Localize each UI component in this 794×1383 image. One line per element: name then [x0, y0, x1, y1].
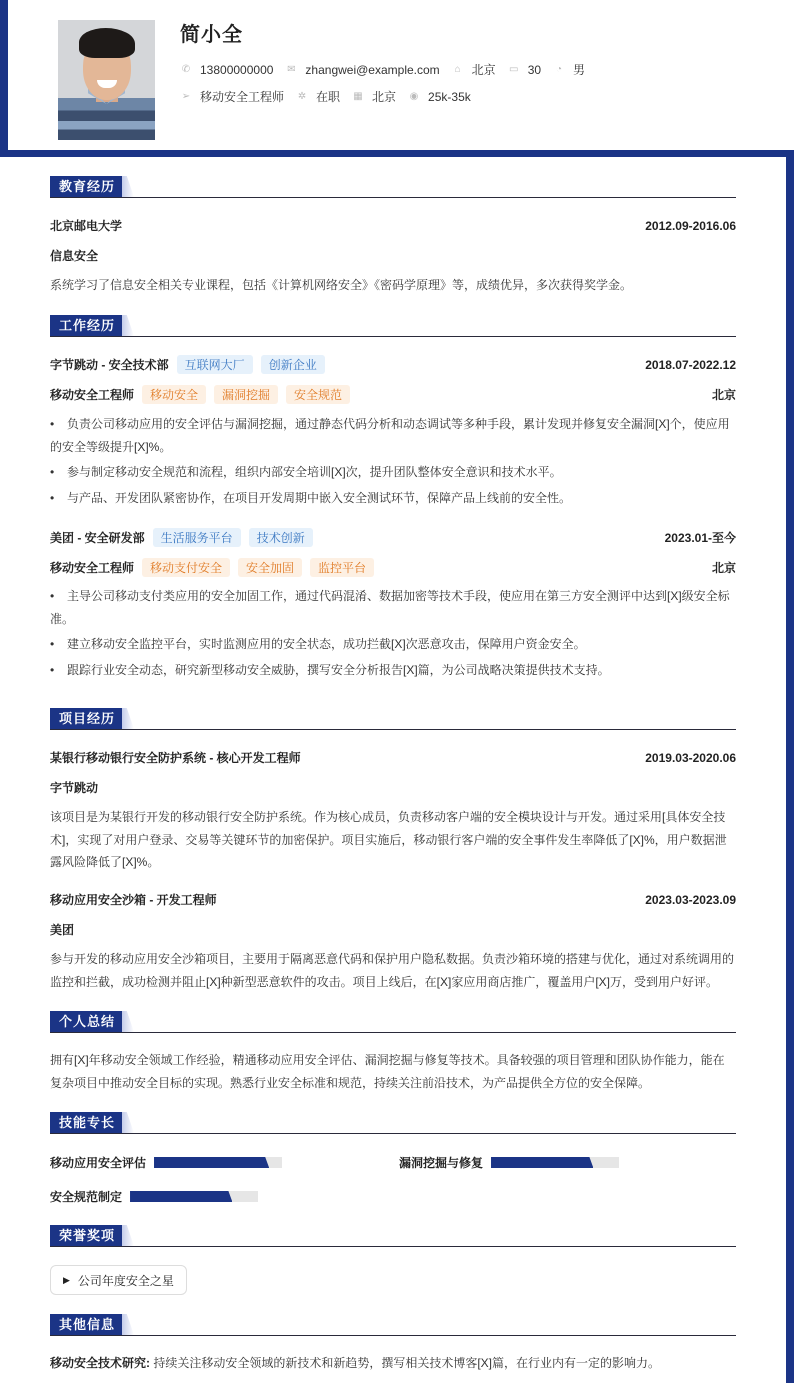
- project-period: 2023.03-2023.09: [645, 892, 736, 907]
- skill-level-fill: [130, 1191, 232, 1202]
- section-title: 项目经历: [50, 708, 124, 729]
- company-name: 美团 - 安全研发部: [50, 531, 145, 545]
- profile-photo: [58, 20, 155, 140]
- gender-icon: ◔: [556, 63, 563, 75]
- project-title-row: [50, 891, 736, 908]
- frame-right-border: [786, 150, 794, 1383]
- project-company: 美团: [50, 923, 75, 937]
- position-name: 移动安全工程师: [50, 388, 135, 402]
- section-skills-header: [50, 1112, 736, 1134]
- play-triangle-icon: ▶: [63, 1274, 70, 1285]
- position-tag: 漏洞挖掘: [214, 385, 278, 404]
- project-name: 某银行移动银行安全防护系统 - 核心开发工程师: [50, 751, 301, 765]
- age-value: 30: [527, 62, 542, 77]
- project-title-row: [50, 749, 736, 766]
- skill-level-fill: [154, 1157, 269, 1168]
- section-awards-header: [50, 1225, 736, 1247]
- job-period: 2018.07-2022.12: [645, 357, 736, 372]
- job-company-row: [50, 528, 736, 547]
- status-icon: ✲: [297, 90, 307, 102]
- company-tag: 互联网大厂: [177, 355, 253, 374]
- section-title: 技能专长: [50, 1112, 124, 1133]
- home-icon: ⌂: [454, 63, 461, 75]
- candidate-name: 简小全: [180, 24, 243, 46]
- job-bullet: • 与产品、开发团队紧密协作，在项目开发周期中嵌入安全测试环节，保障产品上线前的安全性。: [50, 491, 572, 505]
- section-title-decoration: [122, 708, 134, 729]
- education-period: 2012.09-2016.06: [645, 218, 736, 233]
- section-title-decoration: [122, 1112, 134, 1133]
- section-title: 教育经历: [50, 176, 124, 197]
- job-status: 在职: [316, 90, 341, 104]
- education-major-row: [50, 247, 736, 264]
- gender-value: 男: [573, 63, 586, 77]
- job-bullet: • 参与制定移动安全规范和流程，组织内部安全培训[X]次，提升团队整体安全意识和技术水平。: [50, 465, 562, 479]
- section-title: 荣誉奖项: [50, 1225, 124, 1246]
- job-company-row: [50, 355, 736, 374]
- job-bullet: • 主导公司移动支付类应用的安全加固工作，通过代码混淆、数据加密等技术手段，使应用在第三方安全测评中达到[X]级安全标准。: [50, 589, 730, 626]
- summary-text: 拥有[X]年移动安全领域工作经验，精通移动应用安全评估、漏洞挖掘与修复等技术。具备较强的项目管理和团队协作能力，能在复杂项目中推动安全目标的实现。熟悉行业安全标准和规范，持续关注前沿技术，为产品提供全方位的安全保障。: [50, 1053, 725, 1090]
- job-bullet: • 跟踪行业安全动态，研究新型移动安全威胁，撰写安全分析报告[X]篇，为公司战略决策提供技术支持。: [50, 663, 610, 677]
- section-title-decoration: [122, 315, 134, 336]
- job-position-row: [50, 385, 736, 404]
- section-summary-header: [50, 1011, 736, 1033]
- phone-value: 13800000000: [200, 62, 274, 77]
- project-description: 参与开发的移动应用安全沙箱项目，主要用于隔离恶意代码和保护用户隐私数据。负责沙箱环境的搭建与优化，通过对系统调用的监控和拦截，成功检测并阻止[X]种新型恶意软件的攻击。项目上线后，在[X]家应用商店推广，覆盖用户[X]万，受到用户好评。: [50, 952, 735, 989]
- send-icon: ➢: [181, 90, 191, 102]
- target-city: 北京: [372, 90, 397, 104]
- education-row: [50, 217, 736, 234]
- job-location: 北京: [711, 561, 736, 575]
- position-tag: 监控平台: [310, 558, 374, 577]
- project-name: 移动应用安全沙箱 - 开发工程师: [50, 893, 217, 907]
- section-education-header: [50, 176, 736, 198]
- company-tag: 生活服务平台: [153, 528, 241, 547]
- section-title-decoration: [122, 1314, 134, 1335]
- skill-name: 移动应用安全评估: [50, 1156, 147, 1170]
- project-period: 2019.03-2020.06: [645, 750, 736, 765]
- section-projects-header: [50, 708, 736, 730]
- hometown-value: 北京: [471, 63, 496, 77]
- skill-item: [50, 1154, 282, 1171]
- skill-item: [50, 1188, 258, 1205]
- position-tag: 安全规范: [286, 385, 350, 404]
- email-value: zhangwei@example.com: [305, 62, 440, 77]
- company-tag: 技术创新: [249, 528, 313, 547]
- job-bullet: • 负责公司移动应用的安全评估与漏洞挖掘，通过静态代码分析和动态调试等多种手段，累计发现并修复安全漏洞[X]个，使应用的安全等级提升[X]%。: [50, 417, 730, 454]
- skill-level-bar: [130, 1191, 258, 1202]
- salary-icon: ◉: [409, 90, 419, 102]
- other-info-label: 移动安全技术研究:: [50, 1356, 150, 1370]
- project-company-row: [50, 921, 736, 938]
- section-work-header: [50, 315, 736, 337]
- skill-item: [399, 1154, 619, 1171]
- section-other-header: [50, 1314, 736, 1336]
- skill-name: 安全规范制定: [50, 1190, 123, 1204]
- award-name: 公司年度安全之星: [77, 1273, 174, 1288]
- section-title-decoration: [122, 176, 134, 197]
- project-company-row: [50, 779, 736, 796]
- skill-name: 漏洞挖掘与修复: [399, 1156, 484, 1170]
- building-icon: ▦: [353, 90, 363, 102]
- frame-left-border: [0, 0, 8, 157]
- company-tag: 创新企业: [261, 355, 325, 374]
- target-position: 移动安全工程师: [200, 90, 285, 104]
- section-title: 个人总结: [50, 1011, 124, 1032]
- position-tag: 移动安全: [142, 385, 206, 404]
- section-title-decoration: [122, 1225, 134, 1246]
- contact-row: [180, 61, 597, 78]
- job-location: 北京: [711, 388, 736, 402]
- section-title: 其他信息: [50, 1314, 124, 1335]
- skill-level-bar: [154, 1157, 282, 1168]
- position-tag: 安全加固: [238, 558, 302, 577]
- skill-level-bar: [491, 1157, 619, 1168]
- skill-level-fill: [491, 1157, 593, 1168]
- job-bullet: • 建立移动安全监控平台，实时监测应用的安全状态，成功拦截[X]次恶意攻击，保障用户资金安全。: [50, 637, 586, 651]
- mail-icon: ✉: [287, 63, 296, 75]
- award-item[interactable]: [50, 1265, 187, 1295]
- position-name: 移动安全工程师: [50, 561, 135, 575]
- school-name: 北京邮电大学: [50, 219, 123, 233]
- major: 信息安全: [50, 249, 99, 263]
- company-name: 字节跳动 - 安全技术部: [50, 358, 169, 372]
- age-icon: ▭: [508, 63, 519, 75]
- project-company: 字节跳动: [50, 781, 99, 795]
- job-period: 2023.01-至今: [664, 531, 736, 545]
- section-title-decoration: [122, 1011, 134, 1032]
- frame-header-divider: [0, 150, 794, 157]
- other-info-text: 持续关注移动安全领域的新技术和新趋势，撰写相关技术博客[X]篇，在行业内有一定的影响力。: [153, 1356, 661, 1370]
- job-intent-row: [180, 88, 483, 105]
- job-position-row: [50, 558, 736, 577]
- phone-icon: ✆: [181, 63, 191, 75]
- section-title: 工作经历: [50, 315, 124, 336]
- project-description: 该项目是为某银行开发的移动银行安全防护系统。作为核心成员，负责移动客户端的安全模块设计与开发。通过采用[具体安全技术]，实现了对用户登录、交易等关键环节的加密保护。项目实施后，移动银行客户端的安全事件发生率降低了[X]%，用户数据泄露风险降低了[X]%。: [50, 810, 727, 869]
- expected-salary: 25k-35k: [428, 89, 471, 104]
- other-info: [50, 1352, 736, 1375]
- position-tag: 移动支付安全: [142, 558, 230, 577]
- education-description: 系统学习了信息安全相关专业课程，包括《计算机网络安全》《密码学原理》等，成绩优异，多次获得奖学金。: [50, 278, 633, 292]
